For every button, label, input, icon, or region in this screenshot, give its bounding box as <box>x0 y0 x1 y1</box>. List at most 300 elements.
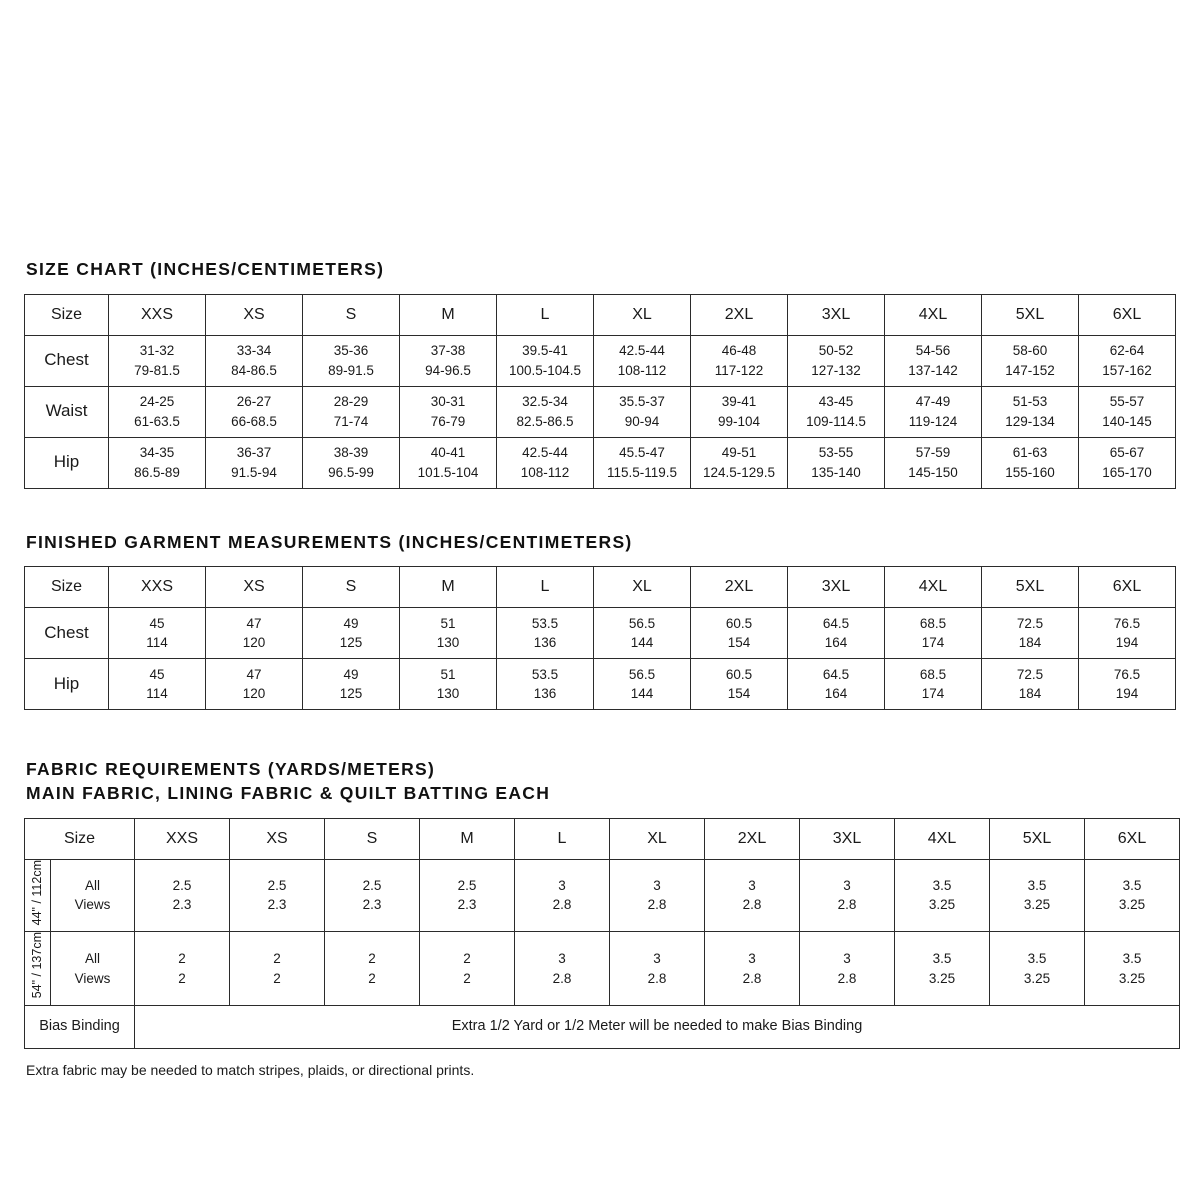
table-cell <box>895 932 990 1006</box>
table-cell <box>109 386 206 437</box>
table-header-row <box>25 567 1176 608</box>
value-yards: 2.5 <box>457 877 477 893</box>
table-cell <box>594 659 691 710</box>
value-cm: 108-112 <box>520 464 570 480</box>
value-yards: 2.5 <box>362 877 382 893</box>
value-meters: 2.8 <box>837 897 857 913</box>
value-cm: 66-68.5 <box>231 413 277 429</box>
table-cell <box>594 335 691 386</box>
table-cell <box>497 335 594 386</box>
value-inches: 49-51 <box>721 445 757 461</box>
table-header-row <box>25 294 1176 335</box>
table-cell <box>610 859 705 932</box>
table-cell <box>497 608 594 659</box>
value-inches: 47-49 <box>915 394 951 410</box>
value-cm: 164 <box>824 686 848 702</box>
value-cm: 136 <box>533 686 557 702</box>
value-yards: 3 <box>558 951 566 967</box>
column-header: Size <box>25 818 135 859</box>
value-cm: 174 <box>921 635 945 651</box>
table-cell <box>400 335 497 386</box>
value-cm: 140-145 <box>1102 413 1152 429</box>
table-cell <box>400 437 497 488</box>
fabric-width-label <box>25 932 51 1006</box>
column-header: 3XL <box>800 818 895 859</box>
value-yards: 3 <box>558 877 566 893</box>
value-cm: 155-160 <box>1005 464 1055 480</box>
table-cell <box>497 659 594 710</box>
value-cm: 120 <box>242 686 266 702</box>
value-cm: 109-114.5 <box>806 413 866 429</box>
column-header: M <box>400 294 497 335</box>
table-cell <box>594 608 691 659</box>
value-yards: 2.5 <box>172 877 192 893</box>
value-inches: 42.5-44 <box>522 445 568 461</box>
table-cell <box>400 608 497 659</box>
value-cm: 84-86.5 <box>231 362 277 378</box>
value-inches: 39.5-41 <box>522 343 568 359</box>
table-cell <box>885 386 982 437</box>
table-cell <box>1079 659 1176 710</box>
value-inches: 72.5 <box>1016 666 1044 682</box>
value-inches: 72.5 <box>1016 615 1044 631</box>
value-inches: 61-63 <box>1012 445 1048 461</box>
value-cm: 184 <box>1018 635 1042 651</box>
row-label: Waist <box>25 386 109 437</box>
value-cm: 136 <box>533 635 557 651</box>
value-cm: 137-142 <box>908 362 958 378</box>
table-cell <box>691 659 788 710</box>
value-meters: 2.8 <box>647 897 667 913</box>
footnote: Extra fabric may be needed to match stripes, plaids, or directional prints. <box>26 1062 475 1079</box>
fabric-width-text: 44" / 112cm <box>29 859 44 925</box>
value-cm: 71-74 <box>333 413 369 429</box>
table-cell <box>885 608 982 659</box>
column-header: L <box>497 567 594 608</box>
column-header: 5XL <box>982 294 1079 335</box>
table-cell <box>206 386 303 437</box>
column-header: S <box>325 818 420 859</box>
table-cell <box>135 932 230 1006</box>
column-header: L <box>515 818 610 859</box>
table-row <box>25 335 1176 386</box>
value-inches: 37-38 <box>430 343 466 359</box>
value-meters: 3.25 <box>928 897 956 913</box>
value-cm: 194 <box>1115 686 1139 702</box>
value-inches: 34-35 <box>139 445 175 461</box>
finished-garment-table <box>24 566 1176 710</box>
table-row <box>25 932 1180 1006</box>
table-row <box>25 608 1176 659</box>
value-cm: 147-152 <box>1005 362 1055 378</box>
value-inches: 51 <box>440 666 456 682</box>
value-cm: 144 <box>630 686 654 702</box>
table-cell <box>885 437 982 488</box>
value-inches: 68.5 <box>919 666 947 682</box>
table-cell <box>788 608 885 659</box>
table-cell <box>788 659 885 710</box>
table-cell <box>109 608 206 659</box>
value-yards: 2 <box>178 951 186 967</box>
value-yards: 3 <box>843 951 851 967</box>
column-header: M <box>420 818 515 859</box>
value-cm: 125 <box>339 686 363 702</box>
value-yards: 3.5 <box>932 951 952 967</box>
table-cell <box>885 659 982 710</box>
fabric-requirements-title <box>26 758 1176 805</box>
table-cell <box>691 437 788 488</box>
table-cell <box>691 608 788 659</box>
value-inches: 54-56 <box>915 343 951 359</box>
table-cell <box>109 437 206 488</box>
value-meters: 2.8 <box>647 970 667 986</box>
value-cm: 114 <box>146 686 168 702</box>
fabric-width-text: 54" / 137cm <box>29 932 44 999</box>
bias-binding-label: Bias Binding <box>25 1006 135 1049</box>
table-cell <box>691 335 788 386</box>
value-meters: 3.25 <box>1023 897 1051 913</box>
value-yards: 3 <box>653 877 661 893</box>
table-cell <box>497 437 594 488</box>
value-inches: 32.5-34 <box>522 394 568 410</box>
value-yards: 2 <box>273 951 281 967</box>
value-cm: 82.5-86.5 <box>516 413 574 429</box>
value-inches: 60.5 <box>725 615 753 631</box>
value-cm: 184 <box>1018 686 1042 702</box>
value-inches: 68.5 <box>919 615 947 631</box>
value-yards: 2 <box>368 951 376 967</box>
views-label: All Views <box>51 932 135 1006</box>
table-cell <box>420 859 515 932</box>
value-inches: 47 <box>246 666 262 682</box>
table-cell <box>303 437 400 488</box>
value-inches: 35-36 <box>333 343 369 359</box>
value-inches: 33-34 <box>236 343 272 359</box>
value-cm: 94-96.5 <box>425 362 471 378</box>
value-cm: 61-63.5 <box>134 413 180 429</box>
table-cell <box>515 859 610 932</box>
table-cell <box>610 932 705 1006</box>
table-cell <box>788 386 885 437</box>
value-cm: 157-162 <box>1102 362 1152 378</box>
row-label: Hip <box>25 437 109 488</box>
value-cm: 114 <box>146 635 168 651</box>
section-spacer <box>24 489 1176 531</box>
table-cell <box>1085 932 1180 1006</box>
table-cell <box>800 859 895 932</box>
table-cell <box>420 932 515 1006</box>
column-header: L <box>497 294 594 335</box>
table-cell <box>400 659 497 710</box>
value-cm: 127-132 <box>811 362 861 378</box>
value-inches: 30-31 <box>430 394 466 410</box>
table-cell <box>895 859 990 932</box>
value-inches: 46-48 <box>721 343 757 359</box>
table-cell <box>497 386 594 437</box>
column-header: 2XL <box>691 294 788 335</box>
value-yards: 3.5 <box>1027 877 1047 893</box>
value-meters: 2 <box>463 970 471 986</box>
column-header: 6XL <box>1079 294 1176 335</box>
table-row <box>25 659 1176 710</box>
value-cm: 90-94 <box>624 413 660 429</box>
bias-binding-row <box>25 1006 1180 1049</box>
value-inches: 35.5-37 <box>619 394 665 410</box>
table-row <box>25 386 1176 437</box>
value-inches: 56.5 <box>628 615 656 631</box>
column-header: 2XL <box>691 567 788 608</box>
value-meters: 2.3 <box>172 897 192 913</box>
value-inches: 49 <box>343 666 359 682</box>
column-header: XXS <box>109 567 206 608</box>
value-cm: 164 <box>824 635 848 651</box>
table-cell <box>705 859 800 932</box>
table-cell <box>1079 437 1176 488</box>
value-inches: 43-45 <box>818 394 854 410</box>
value-cm: 124.5-129.5 <box>702 464 776 480</box>
column-header: 4XL <box>885 294 982 335</box>
table-cell <box>303 659 400 710</box>
value-cm: 145-150 <box>908 464 958 480</box>
value-inches: 40-41 <box>430 445 466 461</box>
value-cm: 194 <box>1115 635 1139 651</box>
views-label: All Views <box>51 859 135 932</box>
value-inches: 62-64 <box>1109 343 1145 359</box>
value-yards: 3.5 <box>932 877 952 893</box>
table-cell <box>206 437 303 488</box>
table-cell <box>788 437 885 488</box>
value-inches: 51 <box>440 615 456 631</box>
table-cell <box>1079 386 1176 437</box>
fabric-width-label <box>25 859 51 932</box>
value-yards: 3.5 <box>1122 951 1142 967</box>
column-header: 4XL <box>895 818 990 859</box>
value-meters: 3.25 <box>1118 970 1146 986</box>
value-cm: 115.5-119.5 <box>606 464 678 480</box>
value-inches: 38-39 <box>333 445 369 461</box>
value-meters: 3.25 <box>1023 970 1051 986</box>
value-meters: 3.25 <box>1118 897 1146 913</box>
value-cm: 135-140 <box>811 464 861 480</box>
table-cell <box>982 386 1079 437</box>
table-cell <box>109 659 206 710</box>
column-header: S <box>303 567 400 608</box>
value-yards: 2.5 <box>267 877 287 893</box>
bias-binding-note: Extra 1/2 Yard or 1/2 Meter will be needed to make Bias Binding <box>135 1006 1180 1049</box>
value-inches: 45 <box>149 666 165 682</box>
value-meters: 2.8 <box>742 970 762 986</box>
value-yards: 3 <box>843 877 851 893</box>
value-yards: 3 <box>653 951 661 967</box>
value-cm: 100.5-104.5 <box>508 362 582 378</box>
table-cell <box>594 437 691 488</box>
table-cell <box>1079 335 1176 386</box>
column-header: 3XL <box>788 294 885 335</box>
fabric-title-line1: FABRIC REQUIREMENTS (YARDS/METERS) <box>26 759 436 780</box>
table-cell <box>230 932 325 1006</box>
value-inches: 64.5 <box>822 666 850 682</box>
value-cm: 120 <box>242 635 266 651</box>
table-cell <box>1079 608 1176 659</box>
table-cell <box>325 932 420 1006</box>
value-inches: 65-67 <box>1109 445 1145 461</box>
value-cm: 76-79 <box>430 413 466 429</box>
value-meters: 3.25 <box>928 970 956 986</box>
table-cell <box>135 859 230 932</box>
value-yards: 3.5 <box>1027 951 1047 967</box>
table-row <box>25 437 1176 488</box>
table-cell <box>982 437 1079 488</box>
value-inches: 53.5 <box>531 615 559 631</box>
section-spacer <box>24 710 1176 758</box>
value-cm: 86.5-89 <box>134 464 180 480</box>
value-meters: 2.3 <box>267 897 287 913</box>
table-cell <box>230 859 325 932</box>
value-meters: 2 <box>273 970 281 986</box>
column-header: XS <box>206 567 303 608</box>
value-inches: 39-41 <box>721 394 757 410</box>
value-cm: 79-81.5 <box>134 362 180 378</box>
value-meters: 2.8 <box>552 970 572 986</box>
table-cell <box>109 335 206 386</box>
value-yards: 3.5 <box>1122 877 1142 893</box>
column-header: 6XL <box>1079 567 1176 608</box>
value-cm: 144 <box>630 635 654 651</box>
value-yards: 2 <box>463 951 471 967</box>
value-inches: 47 <box>246 615 262 631</box>
value-inches: 28-29 <box>333 394 369 410</box>
value-inches: 76.5 <box>1113 666 1141 682</box>
value-cm: 129-134 <box>1005 413 1055 429</box>
value-cm: 89-91.5 <box>328 362 374 378</box>
value-meters: 2.8 <box>837 970 857 986</box>
table-cell <box>990 859 1085 932</box>
value-inches: 53-55 <box>818 445 854 461</box>
column-header: XS <box>206 294 303 335</box>
value-cm: 125 <box>339 635 363 651</box>
value-cm: 165-170 <box>1102 464 1152 480</box>
value-inches: 76.5 <box>1113 615 1141 631</box>
table-cell <box>303 335 400 386</box>
table-cell <box>982 608 1079 659</box>
table-cell <box>515 932 610 1006</box>
value-yards: 3 <box>748 877 756 893</box>
table-cell <box>206 335 303 386</box>
value-cm: 99-104 <box>717 413 761 429</box>
fabric-title-line2: MAIN FABRIC, LINING FABRIC & QUILT BATTING EACH <box>26 782 551 803</box>
value-cm: 154 <box>727 686 751 702</box>
table-cell <box>705 932 800 1006</box>
column-header: Size <box>25 567 109 608</box>
table-cell <box>303 608 400 659</box>
column-header: M <box>400 567 497 608</box>
table-cell <box>325 859 420 932</box>
fabric-requirements-table <box>24 818 1180 1050</box>
value-meters: 2.8 <box>552 897 572 913</box>
value-cm: 174 <box>921 686 945 702</box>
value-inches: 24-25 <box>139 394 175 410</box>
column-header: XXS <box>109 294 206 335</box>
value-inches: 53.5 <box>531 666 559 682</box>
value-cm: 117-122 <box>714 362 764 378</box>
value-inches: 58-60 <box>1012 343 1048 359</box>
size-chart-title: SIZE CHART (INCHES/CENTIMETERS) <box>26 259 385 279</box>
table-cell <box>206 659 303 710</box>
value-inches: 26-27 <box>236 394 272 410</box>
value-inches: 50-52 <box>818 343 854 359</box>
value-inches: 64.5 <box>822 615 850 631</box>
table-cell <box>982 659 1079 710</box>
column-header: 3XL <box>788 567 885 608</box>
column-header: 6XL <box>1085 818 1180 859</box>
table-cell <box>788 335 885 386</box>
value-inches: 45 <box>149 615 165 631</box>
value-inches: 56.5 <box>628 666 656 682</box>
value-cm: 154 <box>727 635 751 651</box>
value-cm: 130 <box>436 686 460 702</box>
table-cell <box>1085 859 1180 932</box>
value-yards: 3 <box>748 951 756 967</box>
value-inches: 49 <box>343 615 359 631</box>
value-meters: 2 <box>178 970 186 986</box>
value-cm: 101.5-104 <box>417 464 479 480</box>
value-inches: 57-59 <box>915 445 951 461</box>
table-cell <box>885 335 982 386</box>
value-meters: 2.8 <box>742 897 762 913</box>
value-inches: 45.5-47 <box>619 445 665 461</box>
row-label: Chest <box>25 608 109 659</box>
value-inches: 60.5 <box>725 666 753 682</box>
row-label: Hip <box>25 659 109 710</box>
size-chart-table <box>24 294 1176 489</box>
table-cell <box>691 386 788 437</box>
row-label: Chest <box>25 335 109 386</box>
value-meters: 2.3 <box>457 897 477 913</box>
table-cell <box>800 932 895 1006</box>
column-header: 2XL <box>705 818 800 859</box>
value-inches: 42.5-44 <box>619 343 665 359</box>
value-cm: 130 <box>436 635 460 651</box>
table-row <box>25 859 1180 932</box>
value-inches: 51-53 <box>1012 394 1048 410</box>
finished-garment-title: FINISHED GARMENT MEASUREMENTS (INCHES/CENTIMETERS) <box>26 531 633 552</box>
value-cm: 91.5-94 <box>231 464 277 480</box>
value-cm: 119-124 <box>908 413 958 429</box>
table-cell <box>400 386 497 437</box>
column-header: XL <box>610 818 705 859</box>
table-cell <box>982 335 1079 386</box>
value-meters: 2.3 <box>362 897 382 913</box>
table-cell <box>303 386 400 437</box>
column-header: S <box>303 294 400 335</box>
value-meters: 2 <box>368 970 376 986</box>
value-cm: 108-112 <box>617 362 667 378</box>
column-header: 5XL <box>982 567 1079 608</box>
column-header: 5XL <box>990 818 1085 859</box>
table-header-row <box>25 818 1180 859</box>
column-header: XL <box>594 294 691 335</box>
column-header: Size <box>25 294 109 335</box>
column-header: XL <box>594 567 691 608</box>
column-header: XXS <box>135 818 230 859</box>
table-cell <box>990 932 1085 1006</box>
value-cm: 96.5-99 <box>328 464 374 480</box>
value-inches: 31-32 <box>139 343 175 359</box>
column-header: XS <box>230 818 325 859</box>
value-inches: 55-57 <box>1109 394 1145 410</box>
value-inches: 36-37 <box>236 445 272 461</box>
table-cell <box>594 386 691 437</box>
